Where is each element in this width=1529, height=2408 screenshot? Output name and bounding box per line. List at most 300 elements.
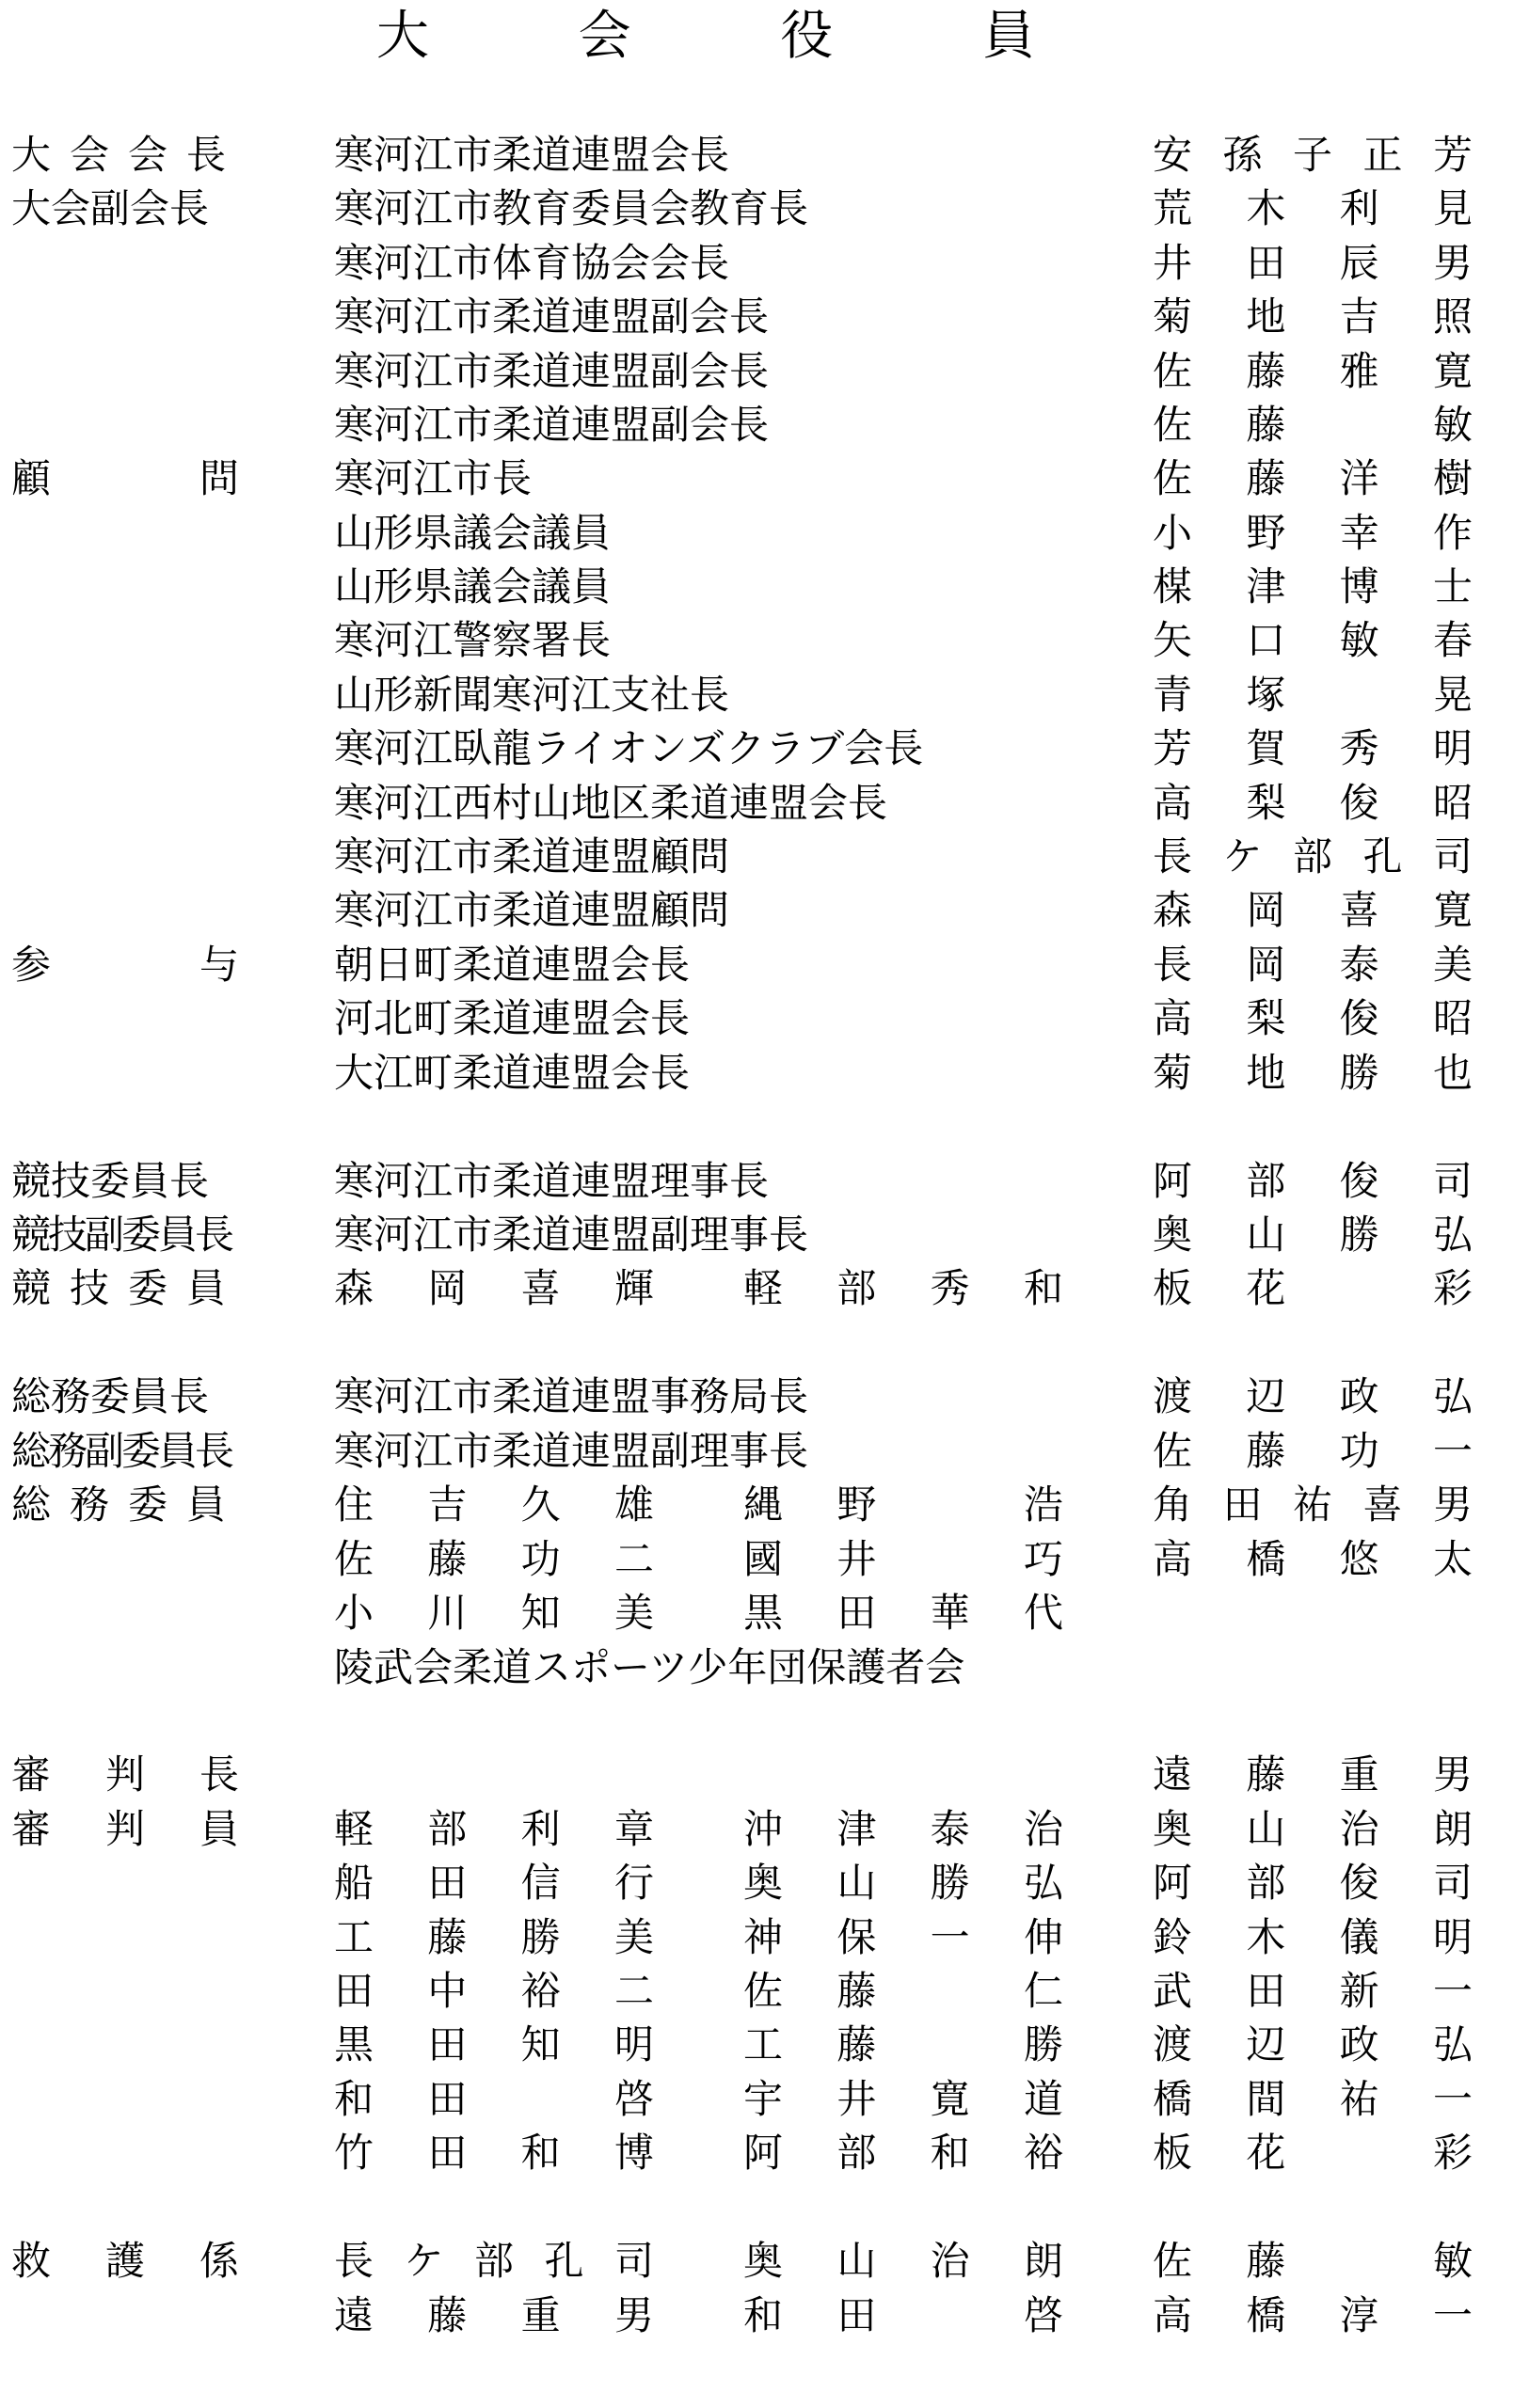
name-char: 間 [1246, 2076, 1286, 2122]
official-row [0, 1802, 1529, 1856]
official-row [0, 721, 1529, 775]
name-char: 長 [199, 1751, 239, 1798]
official-row [0, 938, 1529, 991]
name-char: 彩 [1432, 1265, 1473, 1311]
name-char: 渡 [1153, 2021, 1193, 2067]
name-char: 長 [1153, 833, 1193, 879]
name-char: 治 [1339, 1806, 1379, 1852]
person-name [1153, 1261, 1473, 1315]
official-row [0, 1910, 1529, 1964]
name-char: 昭 [1432, 995, 1473, 1041]
person-name [1153, 830, 1473, 883]
person-name [1153, 1478, 1473, 1531]
name-char [1340, 668, 1379, 721]
person-name [1153, 2126, 1473, 2179]
person-name [334, 2289, 654, 2342]
official-row [0, 1532, 1529, 1586]
name-char: 員 [199, 1806, 239, 1852]
name-char [1340, 1261, 1379, 1315]
name-char: 花 [1246, 2130, 1286, 2176]
name-char: 梨 [1246, 995, 1286, 1041]
person-name [334, 1910, 654, 1964]
name-char: 輝 [613, 1265, 654, 1311]
name-char [931, 2018, 970, 2071]
name-char: 高 [1153, 780, 1193, 826]
name-char: 津 [1246, 563, 1286, 610]
name-char: 田 [1246, 1968, 1286, 2014]
name-char: 橋 [1246, 2292, 1286, 2338]
affiliation-text: 寒河江市柔道連盟副会長 [334, 402, 770, 448]
name-char: 藤 [836, 1968, 877, 2014]
name-char: 奥 [743, 2238, 784, 2284]
person-name [334, 2018, 654, 2071]
name-char: 藤 [1246, 1428, 1286, 1474]
affiliation-text: 寒河江市柔道連盟顧問 [334, 887, 730, 933]
affiliation-text: 山形新聞寒河江支社長 [334, 672, 730, 718]
official-row [0, 290, 1529, 343]
name-char: 孫 [1222, 132, 1263, 178]
name-char: 博 [1339, 563, 1379, 610]
name-char: 俊 [1339, 780, 1379, 826]
name-char: 部 [1246, 1158, 1286, 1204]
name-char: 判 [104, 1751, 145, 1798]
name-char: 芳 [1432, 132, 1473, 178]
name-char: 小 [334, 1590, 374, 1636]
name-char: 司 [1432, 833, 1473, 879]
name-char: 晃 [1432, 672, 1473, 718]
name-char: 祐 [1339, 2076, 1379, 2122]
official-row [0, 344, 1529, 398]
name-char: 沖 [743, 1806, 784, 1852]
name-char: 鈴 [1153, 1914, 1193, 1960]
affiliation-text: 寒河江市柔道連盟顧問 [334, 833, 730, 879]
name-char: 悠 [1339, 1536, 1379, 1582]
name-char: 田 [836, 2292, 877, 2338]
name-char: 藤 [1246, 2238, 1286, 2284]
name-char: 吉 [1339, 293, 1379, 340]
name-char: 寛 [1432, 887, 1473, 933]
name-char: 弘 [1432, 1373, 1473, 1419]
person-name [334, 1964, 654, 2018]
name-char: 藤 [427, 1914, 468, 1960]
official-row [0, 182, 1529, 235]
name-char: 部 [1246, 1860, 1286, 1906]
name-char: 藤 [1246, 455, 1286, 501]
title-char: 大 [376, 6, 429, 67]
name-char: 賀 [1246, 725, 1286, 771]
name-char: 明 [1432, 1914, 1473, 1960]
name-char [931, 1532, 970, 1586]
person-name [1153, 668, 1473, 721]
name-char: 救 [11, 2238, 52, 2284]
official-row [0, 613, 1529, 667]
name-char: 敏 [1339, 617, 1379, 663]
name-char: 参 [11, 942, 52, 988]
name-char: 菊 [1153, 1050, 1193, 1096]
person-name [334, 2126, 654, 2179]
name-char: 裕 [520, 1968, 561, 2014]
person-name [1153, 1046, 1473, 1100]
affiliation-text: 寒河江市柔道連盟副理事長 [334, 1428, 809, 1474]
name-char: 俊 [1339, 1860, 1379, 1906]
name-char: 辺 [1246, 1373, 1286, 1419]
name-char: 秀 [1339, 725, 1379, 771]
name-char: 二 [613, 1536, 654, 1582]
name-char: 田 [427, 2130, 468, 2176]
name-char: ケ [404, 2238, 444, 2284]
official-row [0, 883, 1529, 937]
name-char: 雅 [1339, 348, 1379, 394]
name-char: ケ [1222, 833, 1263, 879]
name-char: 保 [836, 1914, 877, 1960]
name-char: 利 [520, 1806, 561, 1852]
name-char [931, 1964, 970, 2018]
name-char: 荒 [1153, 185, 1193, 231]
name-char: 勝 [1339, 1212, 1379, 1258]
page-title [376, 4, 1035, 70]
name-char: 祐 [1292, 1481, 1332, 1528]
name-char: 彩 [1432, 2130, 1473, 2176]
person-name [1153, 1964, 1473, 2018]
name-char: 口 [1246, 617, 1286, 663]
name-char: 工 [334, 1914, 374, 1960]
name-char: 黒 [743, 1590, 784, 1636]
name-char: 伸 [1023, 1914, 1063, 1960]
name-char: 泰 [1339, 942, 1379, 988]
name-char: 佐 [334, 1536, 374, 1582]
name-char: 國 [743, 1536, 784, 1582]
name-char: 部 [427, 1806, 468, 1852]
name-char [1340, 2234, 1379, 2288]
person-name [1153, 560, 1473, 613]
name-char: 小 [1153, 510, 1193, 556]
name-char: 見 [1432, 185, 1473, 231]
affiliation-text: 寒河江市長 [334, 455, 533, 501]
role-label: 競技委員 [11, 1265, 246, 1311]
name-char: 章 [613, 1806, 654, 1852]
role-label: 競技委員長 [11, 1158, 210, 1204]
affiliation-text: 寒河江市柔道連盟副会長 [334, 293, 770, 340]
person-name [743, 2234, 1063, 2288]
person-name [334, 2234, 654, 2288]
name-char: 佐 [1153, 2238, 1193, 2284]
name-char: 阿 [743, 2130, 784, 2176]
title-char: 会 [578, 6, 631, 67]
name-char: 昭 [1432, 780, 1473, 826]
person-name [1153, 506, 1473, 560]
official-row [0, 1640, 1529, 1694]
name-char: 矢 [1153, 617, 1193, 663]
name-char: 喜 [520, 1265, 561, 1311]
name-char: 田 [836, 1590, 877, 1636]
role-label: 競技副委員長 [11, 1212, 232, 1258]
name-char: 佐 [1153, 402, 1193, 448]
name-char: 道 [1023, 2076, 1063, 2122]
official-row [0, 668, 1529, 721]
name-char: 佐 [1153, 348, 1193, 394]
name-char: 知 [520, 1590, 561, 1636]
name-char: 岡 [1246, 942, 1286, 988]
name-char: 作 [1432, 510, 1473, 556]
name-char: 重 [1339, 1751, 1379, 1798]
name-char: 樹 [1432, 455, 1473, 501]
person-name [1153, 883, 1473, 937]
official-row [0, 2234, 1529, 2288]
name-char: 奥 [1153, 1212, 1193, 1258]
name-char: 一 [930, 1914, 970, 1960]
name-char: 裕 [1023, 2130, 1063, 2176]
name-char: 仁 [1023, 1968, 1063, 2014]
person-name [743, 1856, 1063, 1909]
name-char: 太 [1432, 1536, 1473, 1582]
name-char: 係 [199, 2238, 239, 2284]
affiliation-text: 寒河江市体育協会会長 [334, 240, 730, 286]
name-char: 野 [836, 1481, 877, 1528]
person-name [743, 1586, 1063, 1640]
name-char: 俊 [1339, 995, 1379, 1041]
name-char: 田 [334, 1968, 374, 2014]
person-name [1153, 1154, 1473, 1208]
person-name [1153, 128, 1473, 182]
name-char: 角 [1153, 1481, 1193, 1528]
official-row [0, 2126, 1529, 2179]
person-name [1153, 1370, 1473, 1423]
name-char: 士 [1432, 563, 1473, 610]
affiliation-text: 河北町柔道連盟会長 [334, 995, 691, 1041]
name-char: 行 [613, 1860, 654, 1906]
official-row [0, 2018, 1529, 2071]
name-char: 和 [743, 2292, 784, 2338]
name-char: 神 [743, 1914, 784, 1960]
name-char: 政 [1339, 1373, 1379, 1419]
name-char: 重 [520, 2292, 561, 2338]
name-char: 高 [1153, 995, 1193, 1041]
name-char: 浩 [1023, 1481, 1063, 1528]
name-char: 敏 [1432, 2238, 1473, 2284]
name-char: 治 [1023, 1806, 1063, 1852]
name-char: 弘 [1432, 2021, 1473, 2067]
name-char: 奥 [743, 1860, 784, 1906]
person-name [743, 1261, 1063, 1315]
name-char: 黒 [334, 2021, 374, 2067]
name-char: 喜 [1339, 887, 1379, 933]
role-label [11, 1802, 239, 1856]
name-char: 藤 [1246, 348, 1286, 394]
name-char: 井 [836, 2076, 877, 2122]
official-row [0, 1478, 1529, 1531]
name-char: 啓 [613, 2076, 654, 2122]
name-char: 弘 [1432, 1212, 1473, 1258]
name-char: 地 [1246, 1050, 1286, 1096]
name-char: 竹 [334, 2130, 374, 2176]
name-char: 司 [613, 2238, 654, 2284]
name-char: 敏 [1432, 402, 1473, 448]
official-row [0, 1424, 1529, 1478]
person-name [1153, 1748, 1473, 1801]
name-char [931, 1478, 970, 1531]
name-char: 部 [836, 2130, 877, 2176]
person-name [334, 1586, 654, 1640]
name-char: 山 [836, 1860, 877, 1906]
name-char: 与 [199, 942, 239, 988]
name-char: 野 [1246, 510, 1286, 556]
name-char: 藤 [427, 2292, 468, 2338]
name-char: 武 [1153, 1968, 1193, 2014]
name-char: 部 [473, 2238, 514, 2284]
name-char: 中 [427, 1968, 468, 2014]
official-row [0, 1046, 1529, 1100]
person-name [1153, 1802, 1473, 1856]
name-char: 勝 [520, 1914, 561, 1960]
affiliation-text: 寒河江市教育委員会教育長 [334, 185, 809, 231]
affiliation-text: 大江町柔道連盟会長 [334, 1050, 691, 1096]
official-row [0, 398, 1529, 452]
person-name [1153, 2289, 1473, 2342]
role-label: 総務委員長 [11, 1373, 210, 1419]
official-row [0, 776, 1529, 830]
name-char: 幸 [1339, 510, 1379, 556]
person-name [1153, 2234, 1473, 2288]
official-row [0, 1208, 1529, 1261]
name-char: 勝 [1339, 1050, 1379, 1096]
name-char: 高 [1153, 2292, 1193, 2338]
name-char: 田 [1246, 240, 1286, 286]
name-char: 男 [613, 2292, 654, 2338]
name-char: 弘 [1023, 1860, 1063, 1906]
name-char: 高 [1153, 1536, 1193, 1582]
person-name [743, 1910, 1063, 1964]
person-name [1153, 236, 1473, 290]
name-char: 芳 [1153, 725, 1193, 771]
name-char: 佐 [743, 1968, 784, 2014]
name-char: 朗 [1432, 1806, 1473, 1852]
name-char: 問 [199, 455, 239, 501]
official-row [0, 1586, 1529, 1640]
person-name [334, 2072, 654, 2126]
person-name [1153, 452, 1473, 505]
affiliation-text: 寒河江市柔道連盟事務局長 [334, 1373, 809, 1419]
person-name [743, 1802, 1063, 1856]
person-name [334, 1856, 654, 1909]
name-char: 淳 [1339, 2292, 1379, 2338]
name-char: 木 [1246, 1914, 1286, 1960]
name-char [1340, 398, 1379, 452]
name-char: 一 [1432, 1968, 1473, 2014]
person-name [1153, 776, 1473, 830]
person-name [1153, 938, 1473, 991]
official-row [0, 1261, 1529, 1315]
person-name [1153, 290, 1473, 343]
name-char: 辺 [1246, 2021, 1286, 2067]
person-name [1153, 398, 1473, 452]
name-char: 代 [1023, 1590, 1063, 1636]
name-char: 照 [1432, 293, 1473, 340]
name-char: 井 [1153, 240, 1193, 286]
name-char: 藤 [427, 1536, 468, 1582]
name-char: 久 [520, 1481, 561, 1528]
name-char: 船 [334, 1860, 374, 1906]
person-name [334, 1532, 654, 1586]
name-char: 孔 [544, 2238, 584, 2284]
affiliation-text: 寒河江市柔道連盟副会長 [334, 348, 770, 394]
name-char: 一 [1432, 1428, 1473, 1474]
name-char: 美 [613, 1590, 654, 1636]
name-char: 喜 [1362, 1481, 1403, 1528]
official-row [0, 2072, 1529, 2126]
person-name [1153, 613, 1473, 667]
name-char: 安 [1153, 132, 1193, 178]
name-char: 花 [1246, 1265, 1286, 1311]
name-char: 勝 [930, 1860, 970, 1906]
name-char: 長 [1153, 942, 1193, 988]
official-row [0, 236, 1529, 290]
person-name [334, 1261, 654, 1315]
name-char: 一 [1432, 2292, 1473, 2338]
affiliation-text: 寒河江警察署長 [334, 617, 612, 663]
person-name [1153, 1208, 1473, 1261]
role-label: 総務副委員長 [11, 1428, 232, 1474]
name-char: 美 [1432, 942, 1473, 988]
name-char: 岡 [1246, 887, 1286, 933]
role-label [11, 938, 239, 991]
name-char: 吉 [427, 1481, 468, 1528]
name-char: 朗 [1023, 2238, 1063, 2284]
name-char: 功 [1339, 1428, 1379, 1474]
official-row [0, 1748, 1529, 1801]
affiliation-text: 寒河江臥龍ライオンズクラブ会長 [334, 725, 924, 771]
name-char: 渡 [1153, 1373, 1193, 1419]
person-name [1153, 1424, 1473, 1478]
name-char: 楳 [1153, 563, 1193, 610]
name-char: 和 [1023, 1265, 1063, 1311]
official-row [0, 452, 1529, 505]
name-char: 儀 [1339, 1914, 1379, 1960]
name-char: 藤 [1246, 1751, 1286, 1798]
person-name [743, 2018, 1063, 2071]
affiliation-text: 寒河江市柔道連盟副理事長 [334, 1212, 809, 1258]
person-name [1153, 2072, 1473, 2126]
official-row [0, 506, 1529, 560]
role-label: 大会会長 [11, 132, 246, 178]
person-name [743, 1532, 1063, 1586]
person-name [743, 1964, 1063, 2018]
person-name [334, 1802, 654, 1856]
official-row [0, 991, 1529, 1045]
person-name [1153, 721, 1473, 775]
affiliation-text: 陵武会柔道スポーツ少年団保護者会 [334, 1644, 965, 1690]
name-char: 川 [427, 1590, 468, 1636]
official-row [0, 128, 1529, 182]
name-char [1340, 2126, 1379, 2179]
name-char: 啓 [1023, 2292, 1063, 2338]
name-char: 一 [1432, 2076, 1473, 2122]
name-char [521, 2072, 561, 2126]
role-label [11, 2234, 239, 2288]
name-char: 木 [1246, 185, 1286, 231]
name-char: 新 [1339, 1968, 1379, 2014]
name-char: 審 [11, 1806, 52, 1852]
person-name [1153, 1532, 1473, 1586]
affiliation-text: 山形県議会議員 [334, 563, 612, 610]
official-row [0, 830, 1529, 883]
name-char: 寛 [1432, 348, 1473, 394]
name-char: 宇 [743, 2076, 784, 2122]
affiliation-text: 山形県議会議員 [334, 510, 612, 556]
name-char: 地 [1246, 293, 1286, 340]
name-char: 森 [1153, 887, 1193, 933]
name-char: 田 [1222, 1481, 1263, 1528]
name-char: 板 [1153, 2130, 1193, 2176]
